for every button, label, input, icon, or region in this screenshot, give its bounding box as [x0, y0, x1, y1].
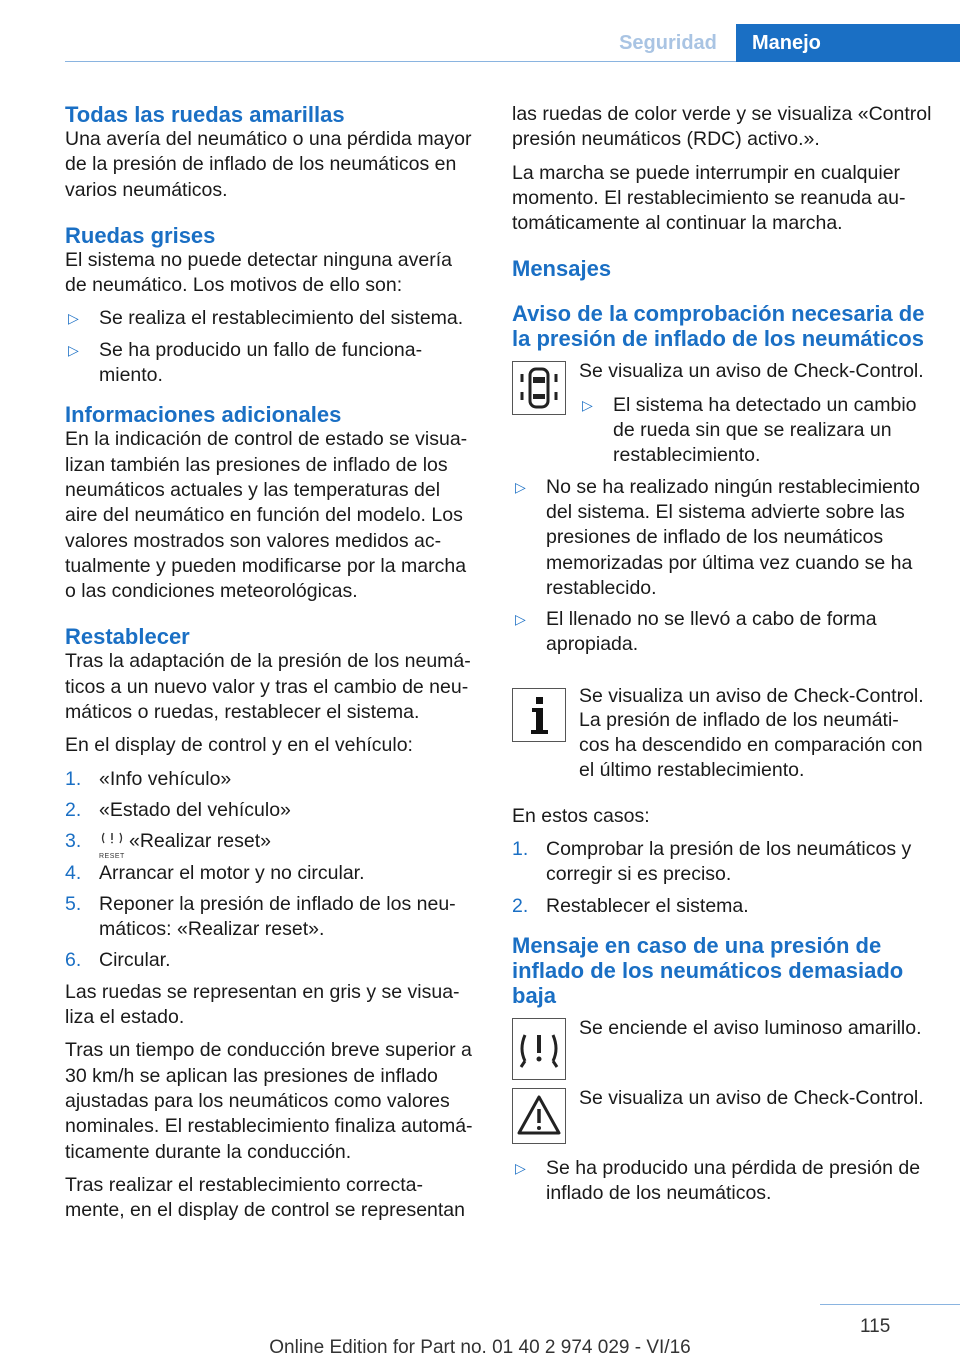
list-item: 5. Reponer la presión de inflado de los neu‐ máticos: «Realizar reset». [65, 892, 456, 941]
aviso-block [512, 359, 932, 474]
heading-grises: Ruedas grises [65, 222, 216, 248]
text-rest5: Tras realizar el restablecimiento correcta‐ mente, en el display de control se representan [65, 1173, 465, 1222]
list-item: 4. Arrancar el motor y no circular. [65, 861, 365, 884]
reset-icon: RESET [99, 831, 125, 853]
aviso-list [512, 475, 932, 664]
text-info: En la indicación de control de estado se visua‐ lizan también las presiones de inflado de los neumáticos actuales y las temperaturas del aire del neumático en función del modelo. Los valores mostrados son valores medidos ac‐ tualmente y pueden modificarse por la marcha o las condiciones meteorológicas. [65, 428, 468, 603]
heading-mensajes: Mensajes [512, 256, 612, 282]
footer-edition: Online Edition for Part no. 01 40 2 974 029 - VI/16 [269, 1337, 691, 1358]
list-item: 1. «Info vehículo» [65, 767, 232, 790]
baja-block-2 [512, 1086, 932, 1148]
text-rest2: En el display de control y en el vehículo: [65, 734, 413, 757]
text-baja1: Se enciende el aviso luminoso amarillo. [579, 1016, 922, 1039]
tire-warning-icon [512, 1018, 566, 1080]
list-item: ▷ Se realiza el restablecimiento del sistema. [65, 306, 477, 337]
warning-triangle-icon [512, 1088, 566, 1144]
text-rest3: Las ruedas se representan en gris y se visua‐ liza el estado. [65, 980, 460, 1029]
text-rest1: Tras la adaptación de la presión de los neumá‐ ticos a un nuevo valor y tras el cambio de neu‐ máticos o ruedas, restablecer el sistema. [65, 650, 471, 724]
text-grises: El sistema no puede detectar ninguna avería de neumático. Los motivos de ello son: [65, 248, 453, 297]
page-number: 115 [860, 1316, 891, 1337]
text-cont1: las ruedas de color verde y se visualiza «Control presión neumáticos (RDC) activo.». [512, 103, 932, 151]
heading-todas: Todas las ruedas amarillas [65, 102, 345, 127]
heading-restablecer: Restablecer [65, 624, 190, 650]
info-icon [512, 688, 566, 742]
list-item: ▷ El sistema ha detectado un cambio de rueda sin que se realizara un restablecimiento. [579, 393, 932, 475]
list-item: ▷ No se ha realizado ningún restablecimiento del sistema. El sistema advierte sobre las presiones de inflado de los neumáticos memorizadas por última vez cuando se ha restablecido. [512, 475, 932, 607]
list-item: 3. RESET «Realizar reset» [65, 830, 271, 861]
text-info2: La presión de inflado de los neumáti‐ cos ha descendido en comparación con el último restablecimiento. [579, 708, 923, 782]
right-column [512, 102, 932, 1212]
list-item: ▷ Se ha producido un fallo de funciona‐ miento. [65, 338, 477, 395]
list-item: ▷ El llenado no se llevó a cabo de forma apropiada. [512, 607, 932, 664]
grises-list [65, 306, 477, 394]
text-todas: Una avería del neumático o una pérdida mayor de la presión de inflado de los neumáticos en varios neumáticos. [65, 128, 472, 201]
list-item: 6. Circular. [65, 949, 171, 972]
text-baja2: Se visualiza un aviso de Check-Control. [579, 1086, 924, 1109]
list-item: 2. «Estado del vehículo» [65, 798, 291, 821]
list-item: ▷ Se ha producido una pérdida de presión de inflado de los neumáticos. [512, 1156, 932, 1213]
tire-pressure-car-icon [512, 361, 566, 415]
list-item: 2. Restablecer el sistema. [512, 894, 749, 917]
heading-aviso: Aviso de la comprobación necesaria de la presión de inflado de los neumáticos [512, 301, 925, 352]
casos-list [512, 837, 932, 925]
footer-rule [820, 1304, 960, 1305]
heading-baja: Mensaje en caso de una presión de inflado de los neumáticos demasiado baja [512, 932, 904, 1008]
text-casos: En estos casos: [512, 804, 650, 827]
text-info1: Se visualiza un aviso de Check-Control. [579, 684, 924, 707]
left-column [65, 102, 477, 1223]
list-item: 1. Comprobar la presión de los neumáticos y corregir si es preciso. [512, 837, 912, 886]
baja-list [512, 1156, 932, 1213]
tab-manejo[interactable]: Manejo [736, 24, 960, 62]
text-aviso: Se visualiza un aviso de Check-Control. [579, 360, 924, 383]
heading-info: Informaciones adicionales [65, 402, 342, 428]
baja-block-1 [512, 1016, 932, 1078]
tab-seguridad[interactable]: Seguridad [619, 32, 717, 54]
text-cont2: La marcha se puede interrumpir en cualquier momento. El restablecimiento se reanuda au‐ tomáticamente al continuar la marcha. [512, 161, 906, 235]
reset-steps [65, 767, 477, 980]
info-block [512, 684, 932, 740]
aviso-sublist [579, 393, 932, 475]
text-rest4: Tras un tiempo de conducción breve superior a 30 km/h se aplican las presiones de inflado ajustadas para los neumáticos como valores nominales. El restablecimiento finaliza automá‐ ticamente durante la conducción. [65, 1039, 473, 1163]
